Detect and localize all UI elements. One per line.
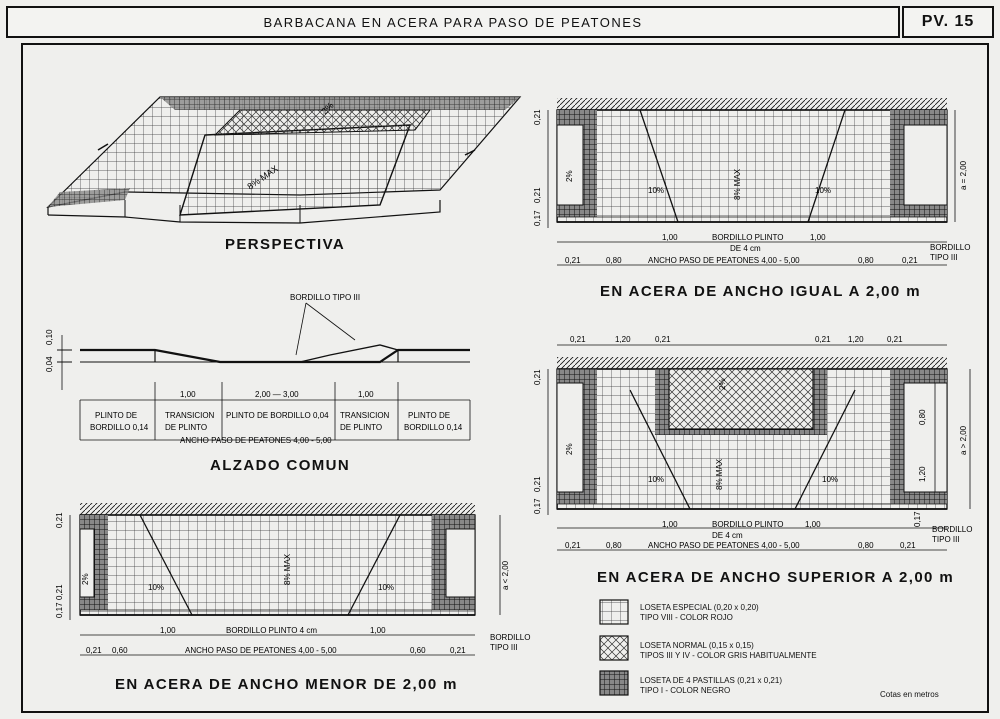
caption-alzado: ALZADO COMUN — [210, 457, 351, 474]
caption-perspectiva: PERSPECTIVA — [225, 236, 346, 253]
sup-slope8: 8% MAX — [715, 458, 724, 490]
men-bordillo-plinto: BORDILLO PLINTO 4 cm — [226, 626, 317, 635]
eq-b100b: 1,00 — [810, 233, 826, 242]
legend-especial-line2: TIPO VIII - COLOR ROJO — [640, 613, 733, 622]
sheet-code: PV. 15 — [902, 6, 994, 38]
caption-superior: EN ACERA DE ANCHO SUPERIOR A 2,00 m — [597, 569, 955, 586]
sup-slope10a: 10% — [648, 475, 665, 484]
sup-d080b: 0,80 — [858, 541, 874, 550]
legend-normal-line2: TIPOS III Y IV - COLOR GRIS HABITUALMENTE — [640, 651, 817, 660]
legend-swatch-especial — [600, 600, 628, 624]
legend-swatch-pastillas — [600, 671, 628, 695]
elev-plinto-left-1: PLINTO DE — [95, 411, 138, 420]
elev-transicion-l1: TRANSICION — [165, 411, 215, 420]
sup-v017: 0,17 — [533, 498, 542, 514]
elev-plinto-right-2: BORDILLO 0,14 — [404, 423, 463, 432]
sup-d021b: 0,21 — [900, 541, 916, 550]
elev-transicion-l2: DE PLINTO — [165, 423, 208, 432]
sup-slope10b: 10% — [822, 475, 839, 484]
elev-plinto-mid: PLINTO DE BORDILLO 0,04 — [226, 411, 329, 420]
men-b100a: 1,00 — [160, 626, 176, 635]
eq-slope10b: 10% — [815, 186, 832, 195]
eq-bordillo: BORDILLO — [930, 243, 971, 252]
caption-igual: EN ACERA DE ANCHO IGUAL A 2,00 m — [600, 283, 921, 300]
sup-v017b: 0,17 — [913, 511, 922, 527]
perspective-slope-2: 2% — [319, 100, 336, 117]
eq-d021b: 0,21 — [902, 256, 918, 265]
men-v021b: 0,21 — [55, 584, 64, 600]
sup-v021b: 0,21 — [533, 476, 542, 492]
elev-plinto-right-1: PLINTO DE — [408, 411, 451, 420]
perspective-slope-8: 8% MAX — [245, 163, 280, 192]
legend-item-pastillas — [640, 676, 782, 696]
legend-normal-line1: LOSETA NORMAL (0,15 x 0,15) — [640, 641, 754, 650]
legend-swatch-normal — [600, 636, 628, 660]
eq-de4: DE 4 cm — [730, 244, 761, 253]
sup-b100b: 1,00 — [805, 520, 821, 529]
elev-seg-100b: 1,00 — [358, 390, 374, 399]
sup-r080: 0,80 — [918, 409, 927, 425]
sup-t120a: 1,20 — [615, 335, 631, 344]
men-tipo: TIPO III — [490, 643, 518, 652]
eq-slope8: 8% MAX — [733, 168, 742, 200]
elev-plinto-left-2: BORDILLO 0,14 — [90, 423, 149, 432]
eq-bordillo-plinto: BORDILLO PLINTO — [712, 233, 784, 242]
men-slope10b: 10% — [378, 583, 395, 592]
sup-de4: DE 4 cm — [712, 531, 743, 540]
men-slope10a: 10% — [148, 583, 165, 592]
eq-v017: 0,17 — [533, 210, 542, 226]
legend-pastillas-line1: LOSETA DE 4 PASTILLAS (0,21 x 0,21) — [640, 676, 782, 685]
legend-item-normal — [640, 641, 817, 661]
eq-b100a: 1,00 — [662, 233, 678, 242]
men-v017: 0,17 — [55, 602, 64, 618]
legend-especial-line1: LOSETA ESPECIAL (0,20 x 0,20) — [640, 603, 759, 612]
sup-d021a: 0,21 — [565, 541, 581, 550]
sup-bordillo: BORDILLO — [932, 525, 973, 534]
men-d021b: 0,21 — [450, 646, 466, 655]
elev-ancho: ANCHO PASO DE PEATONES 4,00 - 5,00 — [180, 436, 332, 445]
men-d060a: 0,60 — [112, 646, 128, 655]
eq-v021b: 0,21 — [533, 187, 542, 203]
perspective-view — [48, 97, 520, 223]
elev-transicion-r2: DE PLINTO — [340, 423, 383, 432]
sup-ancho: ANCHO PASO DE PEATONES 4,00 - 5,00 — [648, 541, 800, 550]
sup-slope2b: 2% — [718, 378, 727, 390]
elev-seg-mid: 2,00 — 3,00 — [255, 390, 299, 399]
sup-a-gt: a > 2,00 — [959, 425, 968, 455]
eq-d021a: 0,21 — [565, 256, 581, 265]
men-slope8: 8% MAX — [283, 553, 292, 585]
eq-tipo: TIPO III — [930, 253, 958, 262]
eq-v021a: 0,21 — [533, 109, 542, 125]
elev-dim-004: 0,04 — [45, 356, 54, 372]
eq-d080b: 0,80 — [858, 256, 874, 265]
men-bordillo: BORDILLO — [490, 633, 531, 642]
caption-menor: EN ACERA DE ANCHO MENOR DE 2,00 m — [115, 676, 458, 693]
men-a-lt: a < 2,00 — [501, 560, 510, 590]
sup-bordillo-plinto: BORDILLO PLINTO — [712, 520, 784, 529]
eq-d080a: 0,80 — [606, 256, 622, 265]
units-note: Cotas en metros — [880, 690, 939, 699]
legend-pastillas-line2: TIPO I - COLOR NEGRO — [640, 686, 731, 695]
legend-item-especial — [640, 603, 759, 623]
men-ancho: ANCHO PASO DE PEATONES 4,00 - 5,00 — [185, 646, 337, 655]
men-v021a: 0,21 — [55, 512, 64, 528]
sup-tipo: TIPO III — [932, 535, 960, 544]
men-d021a: 0,21 — [86, 646, 102, 655]
eq-slope10a: 10% — [648, 186, 665, 195]
sup-r120: 1,20 — [918, 466, 927, 482]
men-b100b: 1,00 — [370, 626, 386, 635]
elev-dim-010: 0,10 — [45, 329, 54, 345]
elev-bordillo-tipo: BORDILLO TIPO III — [290, 293, 361, 302]
sup-v021: 0,21 — [533, 369, 542, 385]
sup-t021a: 0,21 — [570, 335, 586, 344]
sup-t021b: 0,21 — [655, 335, 671, 344]
sup-t021d: 0,21 — [887, 335, 903, 344]
sup-d080a: 0,80 — [606, 541, 622, 550]
eq-slope2: 2% — [565, 170, 574, 182]
sup-t021c: 0,21 — [815, 335, 831, 344]
sup-slope2: 2% — [565, 443, 574, 455]
sheet-title: BARBACANA EN ACERA PARA PASO DE PEATONES — [6, 6, 900, 38]
sup-b100a: 1,00 — [662, 520, 678, 529]
elev-transicion-r1: TRANSICION — [340, 411, 390, 420]
men-d060b: 0,60 — [410, 646, 426, 655]
men-slope2: 2% — [81, 573, 90, 585]
eq-ancho: ANCHO PASO DE PEATONES 4,00 - 5,00 — [648, 256, 800, 265]
sup-t120b: 1,20 — [848, 335, 864, 344]
eq-a-eq: a = 2,00 — [959, 160, 968, 190]
elev-seg-100a: 1,00 — [180, 390, 196, 399]
